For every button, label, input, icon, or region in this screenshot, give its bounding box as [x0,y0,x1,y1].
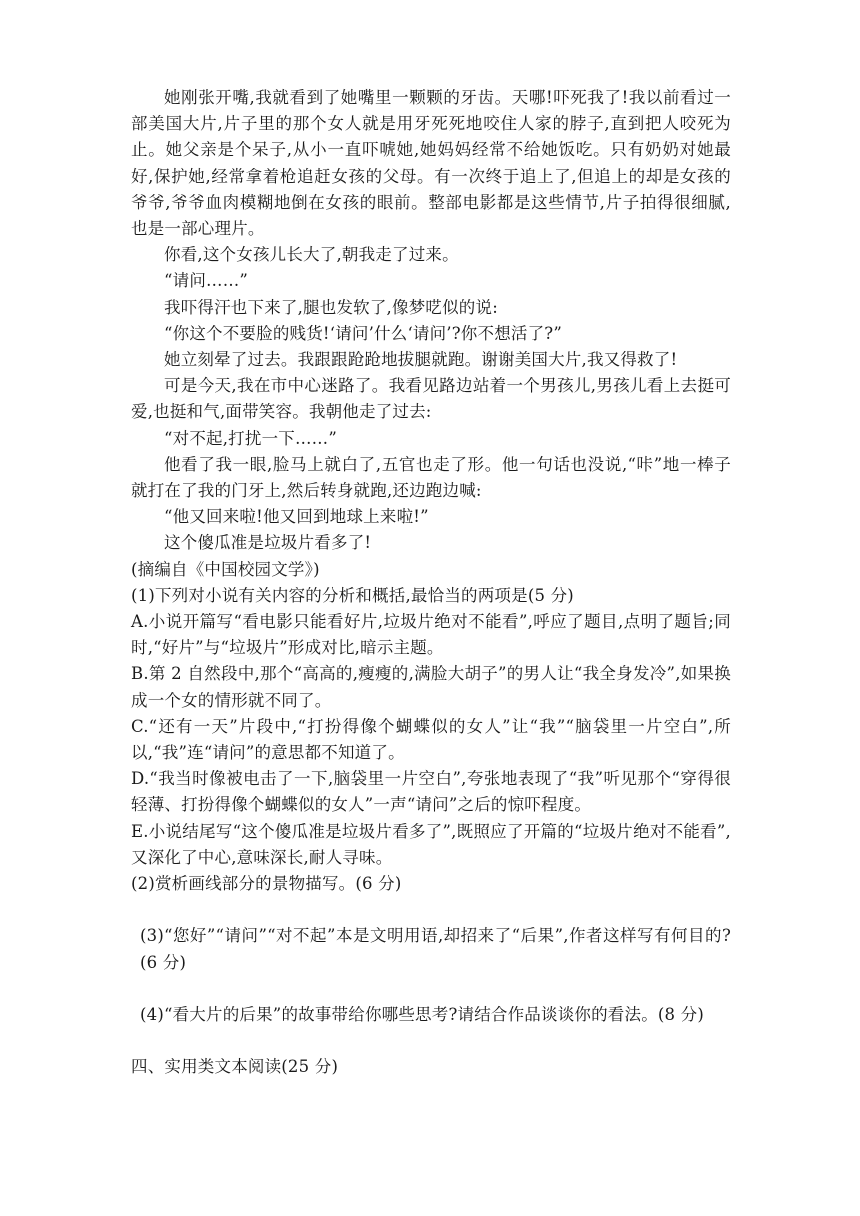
section-title: 四、实用类文本阅读(25 分) [131,1056,339,1076]
story-paragraph-1: 她刚张开嘴,我就看到了她嘴里一颗颗的牙齿。天哪!吓死我了!我以前看过一部美国大片,片子里的那个女人就是用牙死死地咬住人家的脖子,直到把人咬死为止。她父亲是个呆子,从小一直吓唬她,她妈妈经常不给她饭吃。只有奶奶对她最好,保护她,经常拿着枪追赶女孩的父母。有一次终于追上了,但追上的却是女孩的爷爷,爷爷血肉模糊地倒在女孩的眼前。整部电影都是这些情节,片子拍得很细腻,也是一部心理片。 [131,88,731,239]
story-dialogue-3: “对不起,打扰一下……” [164,428,338,448]
story-dialogue-1: “请问……” [164,271,249,291]
story-dialogue-2: “你这个不要脸的贱货!‘请问’什么‘请问’?你不想活了?” [164,323,562,343]
answer-space-3 [131,976,731,1002]
answer-space-4 [131,1028,731,1054]
question-1-option-a: A.小说开篇写“看电影只能看好片,垃圾片绝对不能看”,呼应了题目,点明了题旨;同时,“好片”与“垃圾片”形成对比,暗示主题。 [131,612,731,658]
question-1-option-d: D.“我当时像被电击了一下,脑袋里一片空白”,夸张地表现了“我”听见那个“穿得很轻薄、打扮得像个蝴蝶似的女人”一声“请问”之后的惊吓程度。 [131,769,731,815]
story-paragraph-6: 他看了我一眼,脸马上就白了,五官也走了形。他一句话也没说,“咔”地一棒子就打在了我的门牙上,然后转身就跑,还边跑边喊: [131,454,731,501]
question-3: (3)“您好”“请问”“对不起”本是文明用语,却招来了“后果”,作者这样写有何目的?(6 分) [140,926,731,972]
question-1-option-e: E.小说结尾写“这个傻瓜准是垃圾片看多了”,既照应了开篇的“垃圾片绝对不能看”,又深化了中心,意味深长,耐人寻味。 [131,821,731,867]
story-paragraph-5: 可是今天,我在市中心迷路了。我看见路边站着一个男孩儿,男孩儿看上去挺可爱,也挺和气,面带笑容。我朝他走了过去: [131,376,731,422]
story-paragraph-2: 你看,这个女孩儿长大了,朝我走了过来。 [164,245,459,265]
document-page [131,85,731,1080]
story-paragraph-7: 这个傻瓜准是垃圾片看多了! [164,533,372,553]
question-1-option-c: C.“还有一天”片段中,“打扮得像个蝴蝶似的女人”让“我”“脑袋里一片空白”,所以,“我”连“请问”的意思都不知道了。 [131,716,731,763]
question-4: (4)“看大片的后果”的故事带给你哪些思考?请结合作品谈谈你的看法。(8 分) [140,1004,705,1024]
story-paragraph-4: 她立刻晕了过去。我跟跟跄跄地拔腿就跑。谢谢美国大片,我又得救了! [164,350,678,370]
story-dialogue-4: “他又回来啦!他又回到地球上来啦!” [164,507,429,527]
story-source: (摘编自《中国校园文学》) [131,559,320,579]
story-paragraph-3: 我吓得汗也下来了,腿也发软了,像梦呓似的说: [164,297,498,317]
question-2: (2)赏析画线部分的景物描写。(6 分) [131,874,402,894]
question-1-stem: (1)下列对小说有关内容的分析和概括,最恰当的两项是(5 分) [131,585,574,605]
question-1-option-b: B.第 2 自然段中,那个“高高的,瘦瘦的,满脸大胡子”的男人让“我全身发冷”,如果换成一个女的情形就不同了。 [131,664,731,710]
answer-space-2 [131,897,731,923]
